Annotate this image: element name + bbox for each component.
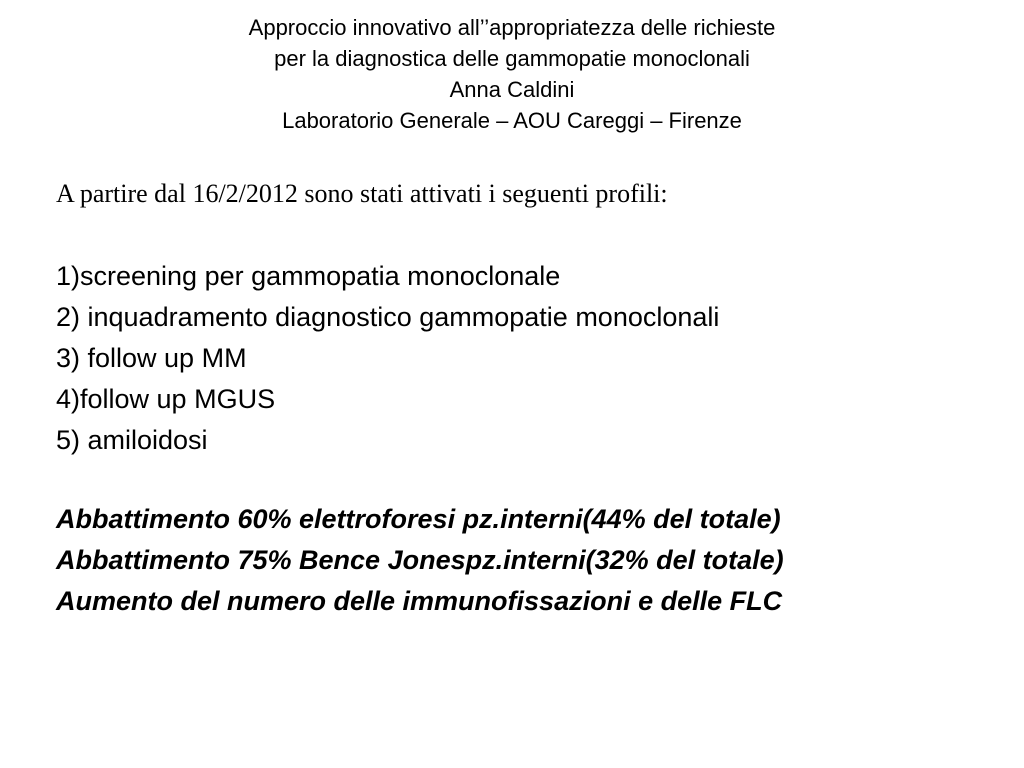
intro-text: A partire dal 16/2/2012 sono stati attivati i seguenti profili: <box>56 179 668 208</box>
profiles-list <box>56 256 996 461</box>
profile-item: 3) follow up MM <box>56 343 247 373</box>
affiliation: Laboratorio Generale – AOU Careggi – Firenze <box>282 108 742 133</box>
result-item: Abbattimento 60% elettroforesi pz.interni(44% del totale) <box>56 504 781 534</box>
profile-item: 1)screening per gammopatia monoclonale <box>56 261 561 291</box>
title-line: Approccio innovativo all’’appropriatezza delle richieste <box>248 15 776 40</box>
profile-item: 4)follow up MGUS <box>56 384 276 414</box>
result-item: Aumento del numero delle immunofissazioni e delle FLC <box>56 586 783 616</box>
title-line: per la diagnostica delle gammopatie monoclonali <box>274 46 750 71</box>
author-name: Anna Caldini <box>449 77 575 102</box>
result-item: Abbattimento 75% Bence Jonespz.interni(32% del totale) <box>56 545 784 575</box>
slide-title <box>0 12 1024 136</box>
results-list <box>56 503 956 626</box>
profile-item: 2) inquadramento diagnostico gammopatie monoclonali <box>56 302 720 332</box>
profile-item: 5) amiloidosi <box>56 425 208 455</box>
